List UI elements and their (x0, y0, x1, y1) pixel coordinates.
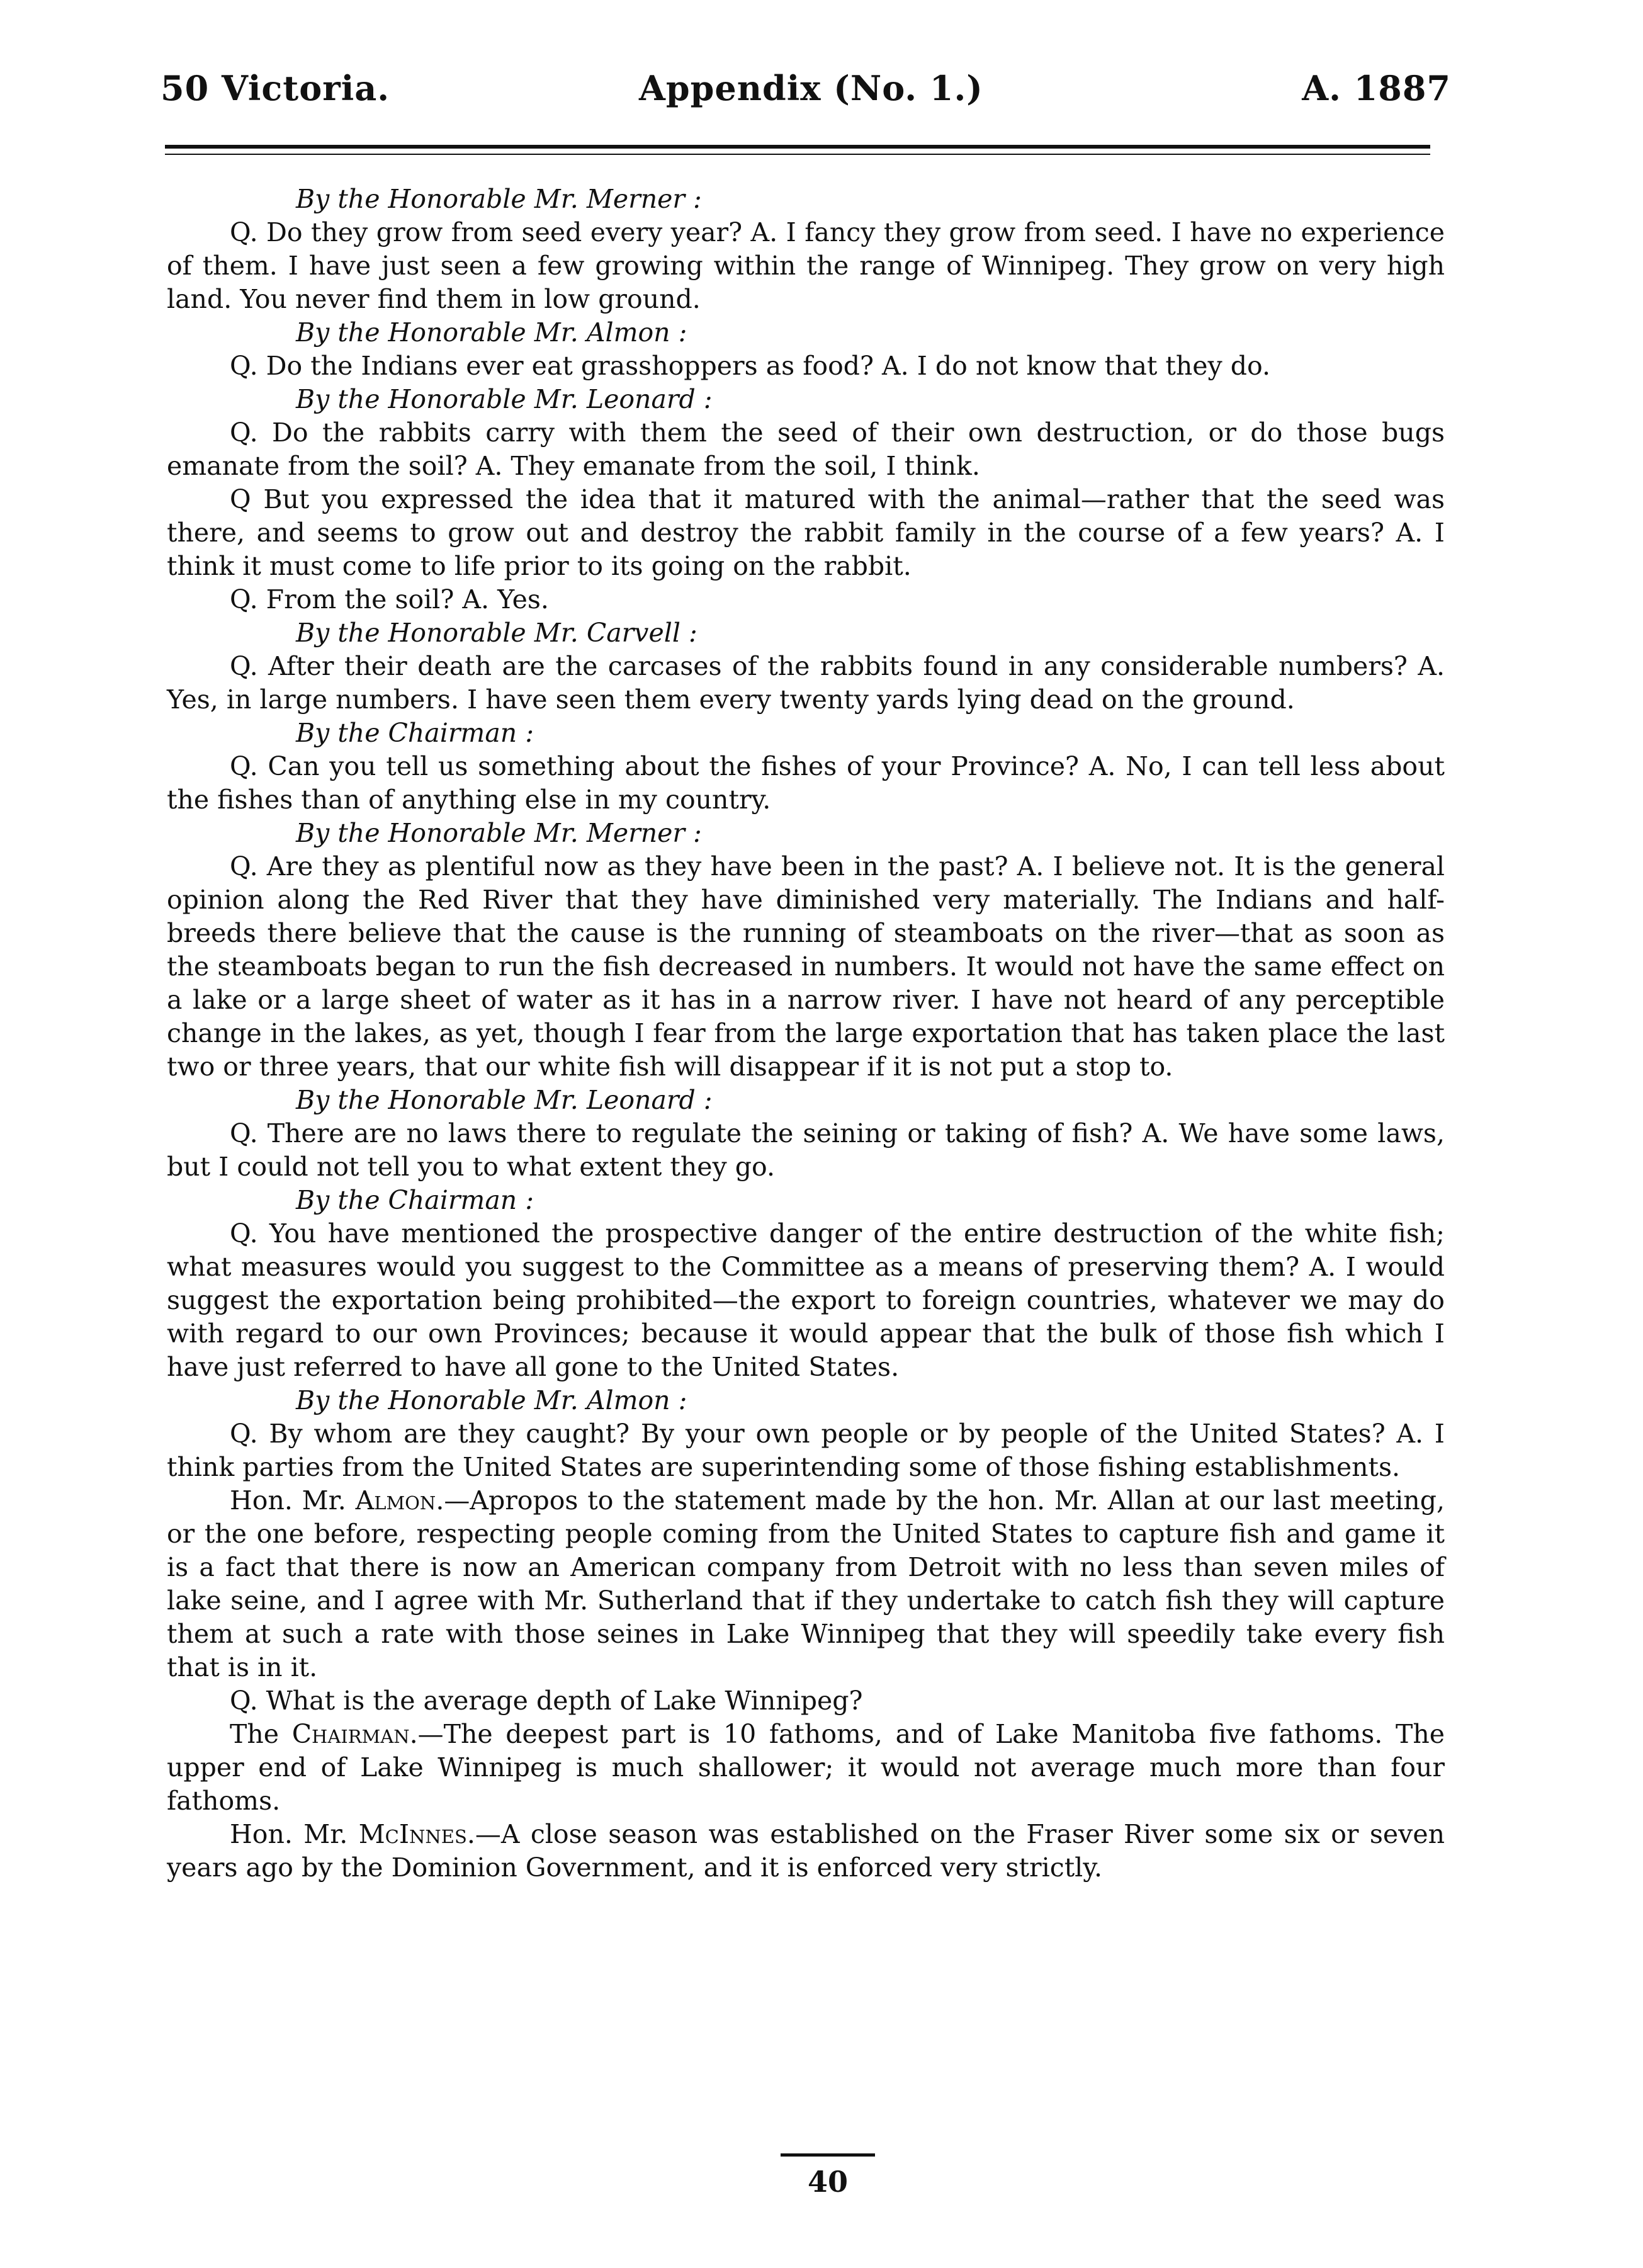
examiner-heading: By the Honorable Mr. Almon : (296, 1385, 687, 1415)
running-header (161, 68, 1451, 118)
question-answer-paragraph: Q. You have mentioned the prospective danger of the entire destruction of the white fish; what measures would you suggest to the Committee as a means of preserving them? A. I would suggest the exportation being prohibited—the export to foreign countries, whatever we may do with regard to our own Provinces; because it would appear that the bulk of those fish which I have just referred to have all gone to the United States. (167, 1218, 1445, 1382)
question-answer-paragraph: Q. There are no laws there to regulate the seining or taking of fish? A. We have some laws, but I could not tell you to what extent they go. (167, 1118, 1445, 1182)
examiner-heading: By the Honorable Mr. Leonard : (296, 384, 713, 414)
speaker-prefix: The (230, 1719, 292, 1749)
question-answer-paragraph: Q. Do they grow from seed every year? A. I fancy they grow from seed. I have no experience of them. I have just seen a few growing within the range of Winnipeg. They grow on very high land. You never find them in low ground. (167, 217, 1445, 314)
speaker-text: .—The deepest part is 10 fathoms, and of Lake Manitoba five fathoms. The upper end of Lake Winnipeg is much shallower; it would not average much more than four fathoms. (167, 1719, 1445, 1816)
examiner-heading: By the Honorable Mr. Merner : (296, 818, 702, 848)
examiner-heading: By the Honorable Mr. Leonard : (296, 1085, 713, 1115)
question-answer-paragraph: Q. Do the Indians ever eat grasshoppers as food? A. I do not know that they do. (230, 351, 1270, 381)
question-answer-paragraph: Q. From the soil? A. Yes. (230, 584, 549, 615)
question-answer-paragraph: Q. Are they as plentiful now as they have been in the past? A. I believe not. It is the general opinion along the Red River that they have diminished very materially. The Indians and half-breeds there believe that the cause is the running of steamboats on the river—that as soon as the steamboats began to run the fish decreased in numbers. It would not have the same effect on a lake or a large sheet of water as it has in a narrow river. I have not heard of any perceptible change in the lakes, as yet, though I fear from the large exportation that has taken place the last two or three years, that our white fish will disappear if it is not put a stop to. (167, 851, 1445, 1082)
question-answer-paragraph: Q. What is the average depth of Lake Winnipeg? (230, 1686, 863, 1716)
header-session: 50 Victoria. (161, 68, 390, 108)
examiner-heading: By the Honorable Mr. Almon : (296, 317, 687, 348)
speaker-name: Almon (355, 1485, 436, 1516)
question-answer-paragraph: Q. After their death are the carcases of the rabbits found in any considerable numbers? A. Yes, in large numbers. I have seen them every twenty yards lying dead on the ground. (167, 651, 1445, 715)
header-rule-thin (165, 154, 1430, 155)
speaker-text: .—A close season was established on the Fraser River some six or seven years ago by the Dominion Government, and it is enforced very strictly. (167, 1819, 1445, 1883)
question-answer-paragraph: Q But you expressed the idea that it matured with the animal—rather that the seed was there, and seems to grow out and destroy the rabbit family in the course of a few years? A. I think it must come to life prior to its going on the rabbit. (167, 484, 1445, 581)
examiner-heading: By the Honorable Mr. Merner : (296, 184, 702, 214)
footer-rule (781, 2153, 875, 2157)
speaker-text: .—Apropos to the statement made by the hon. Mr. Allan at our last meeting, or the one before, respecting people coming from the United States to capture fish and game it is a fact that there is now an American company from Detroit with no less than seven miles of lake seine, and I agree with Mr. Sutherland that if they undertake to catch fish they will capture them at such a rate with those seines in Lake Winnipeg that they will speedily take every fish that is in it. (167, 1485, 1445, 1682)
examiner-heading: By the Chairman : (296, 1185, 534, 1215)
examiner-heading: By the Chairman : (296, 718, 534, 748)
speaker-paragraph (167, 1484, 1445, 1684)
header-appendix: Appendix (No. 1.) (639, 68, 983, 108)
speaker-paragraph (167, 1818, 1445, 1885)
speaker-prefix: Hon. Mr. (230, 1819, 359, 1849)
question-answer-paragraph: Q. Do the rabbits carry with them the seed of their own destruction, or do those bugs emanate from the soil? A. They emanate from the soil, I think. (167, 417, 1445, 481)
examiner-heading: By the Honorable Mr. Carvell : (296, 618, 697, 648)
speaker-paragraph (167, 1718, 1445, 1818)
question-answer-paragraph: Q. By whom are they caught? By your own people or by people of the United States? A. I think parties from the United States are superintending some of those fishing establishments. (167, 1419, 1445, 1482)
question-answer-paragraph: Q. Can you tell us something about the fishes of your Province? A. No, I can tell less about the fishes than of anything else in my country. (167, 751, 1445, 815)
speaker-name: McInnes (358, 1819, 467, 1849)
body-text (167, 183, 1445, 1885)
speaker-prefix: Hon. Mr. (230, 1485, 356, 1516)
page-number: 40 (807, 2165, 848, 2199)
header-rule-thick (165, 145, 1430, 149)
speaker-name: Chairman (291, 1719, 410, 1749)
header-year: A. 1887 (1302, 68, 1451, 108)
